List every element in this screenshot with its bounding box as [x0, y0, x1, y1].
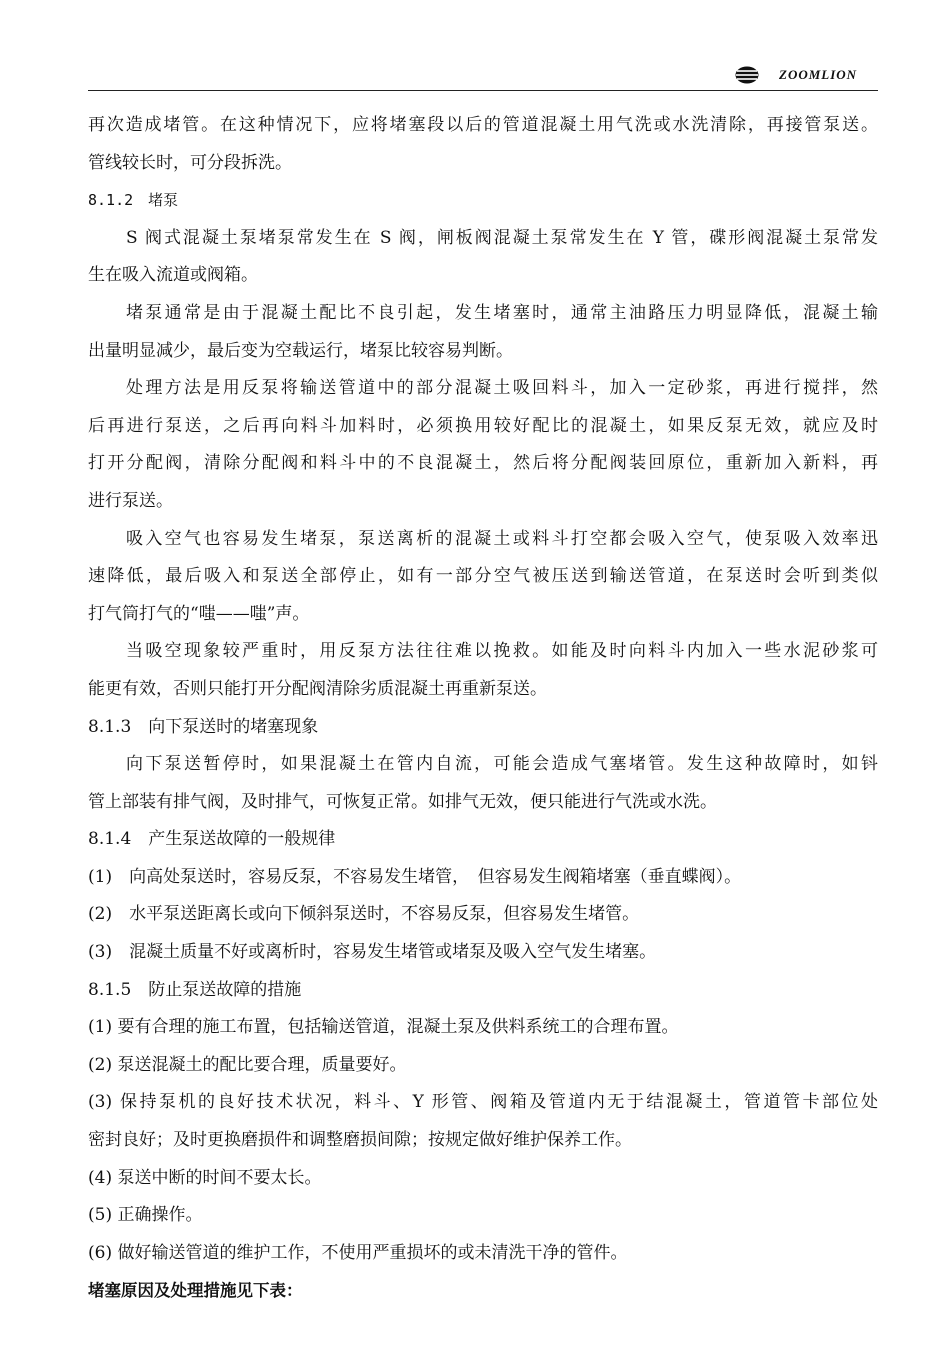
paragraph-line: 向下泵送暂停时，如果混凝土在管内自流，可能会造成气塞堵管。发生这种故障时，如钭 [126, 754, 878, 775]
paragraph-line: 当吸空现象较严重时，用反泵方法往往难以挽救。如能及时向料斗内加入一些水泥砂浆可 [126, 641, 878, 662]
list-item: (3) 保持泵机的良好技术状况，料斗、Y 形管、阀箱及管道内无于结混凝土，管道管卡部位处 [88, 1092, 878, 1113]
paragraph-line: 后再进行泵送，之后再向料斗加料时，必须换用较好配比的混凝土，如果反泵无效，就应及时 [88, 415, 878, 436]
document-body [88, 107, 878, 1310]
section-heading: 8.1.4 产生泵送故障的一般规律 [88, 829, 336, 850]
page-header [88, 62, 878, 92]
paragraph-line: 出量明显减少，最后变为空载运行，堵泵比较容易判断。 [88, 340, 513, 361]
list-item: (2) 水平泵送距离长或向下倾斜泵送时，不容易反泵，但容易发生堵管。 [88, 904, 640, 925]
list-item: (5) 正确操作。 [88, 1205, 203, 1226]
paragraph-line: 打气筒打气的“嗤——嗤”声。 [88, 603, 310, 624]
paragraph-line: 堵泵通常是由于混凝土配比不良引起，发生堵塞时，通常主油路压力明显降低，混凝土输 [126, 302, 878, 323]
paragraph-line: 速降低，最后吸入和泵送全部停止，如有一部分空气被压送到输送管道，在泵送时会听到类似 [88, 566, 878, 587]
list-item: (6) 做好输送管道的维护工作，不使用严重损坏的或未清洗干净的管件。 [88, 1242, 628, 1263]
list-item: (1) 向高处泵送时，容易反泵，不容易发生堵管， 但容易发生阀箱堵塞（垂直蝶阀）。 [88, 866, 742, 887]
paragraph-line: 处理方法是用反泵将输送管道中的部分混凝土吸回料斗，加入一定砂浆，再进行搅拌，然 [126, 378, 878, 399]
paragraph-line: 再次造成堵管。在这种情况下，应将堵塞段以后的管道混凝土用气洗或水洗清除，再接管泵送。 [88, 115, 878, 135]
section-heading: 8.1.5 防止泵送故障的措施 [88, 979, 302, 1000]
list-item: (2) 泵送混凝土的配比要合理，质量要好。 [88, 1054, 407, 1075]
zoomlion-logo-icon [735, 66, 759, 84]
paragraph-line: 吸入空气也容易发生堵泵，泵送离析的混凝土或料斗打空都会吸入空气，使泵吸入效率迅 [126, 528, 878, 549]
paragraph-line: 生在吸入流道或阀箱。 [88, 265, 258, 286]
section-heading: 8.1.3 向下泵送时的堵塞现象 [88, 716, 319, 737]
paragraph-line: 能更有效，否则只能打开分配阀清除劣质混凝土再重新泵送。 [88, 678, 547, 699]
header-rule [88, 90, 878, 91]
list-item: (4) 泵送中断的时间不要太长。 [88, 1167, 322, 1188]
section-heading: 8.1.2 堵泵 [88, 191, 179, 210]
paragraph-line: 管线较长时，可分段拆洗。 [88, 152, 292, 173]
paragraph-line: 打开分配阀，清除分配阀和料斗中的不良混凝土，然后将分配阀装回原位，重新加入新料，再 [88, 453, 878, 474]
list-item: (1) 要有合理的施工布置，包括输送管道，混凝土泵及供料系统工的合理布置。 [88, 1017, 679, 1038]
table-caption: 堵塞原因及处理措施见下表： [88, 1281, 303, 1301]
paragraph-line: 管上部装有排气阀，及时排气，可恢复正常。如排气无效，便只能进行气洗或水洗。 [88, 791, 717, 812]
paragraph-line: S 阀式混凝土泵堵泵常发生在 S 阀，闸板阀混凝土泵常发生在 Y 管，碟形阀混凝土泵常发 [126, 227, 878, 248]
list-item: (3) 混凝土质量不好或离析时，容易发生堵管或堵泵及吸入空气发生堵塞。 [88, 942, 657, 963]
list-item: 密封良好；及时更换磨损件和调整磨损间隙；按规定做好维护保养工作。 [88, 1130, 632, 1151]
paragraph-line: 进行泵送。 [88, 490, 173, 511]
brand-name: ZOOMLION [779, 67, 858, 82]
